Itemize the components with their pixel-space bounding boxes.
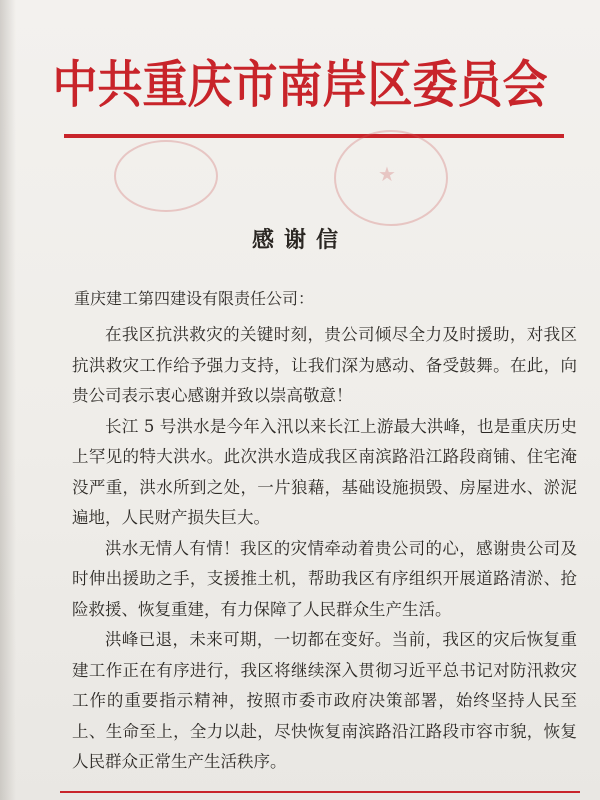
paragraph: 在我区抗洪救灾的关键时刻，贵公司倾尽全力及时援助，对我区抗洪救灾工作给予强力支持，让我们深为感动、备受鼓舞。在此，向贵公司表示衷心感谢并致以崇高敬意！ [72, 325, 577, 405]
faint-seal-icon [114, 140, 218, 212]
paragraph: 长江 5 号洪水是今年入汛以来长江上游最大洪峰，也是重庆历史上罕见的特大洪水。此次洪水造成我区南滨路沿江路段商铺、住宅淹没严重，洪水所到之处，一片狼藉，基础设施损毁、房屋进水、淤泥遍地，人民财产损失巨大。 [72, 416, 577, 527]
salutation: 重庆建工第四建设有限责任公司： [74, 289, 315, 308]
document-title: 感谢信 [251, 227, 348, 253]
letter-body [72, 320, 577, 778]
faint-seal-icon [334, 130, 448, 226]
seal-star-icon: ★ [378, 162, 396, 186]
letterhead-org-name: 中共重庆市南岸区委员会 [52, 54, 548, 115]
paragraph: 洪峰已退，未来可期，一切都在变好。当前，我区的灾后恢复重建工作正在有序进行，我区将继续深入贯彻习近平总书记对防汛救灾工作的重要指示精神，按照市委市政府决策部署，始终坚持人民至上、生命至上，全力以赴，尽快恢复南滨路沿江路段市容市貌，恢复人民群众正常生产生活秩序。 [72, 630, 577, 771]
letterhead-red-rule [64, 134, 564, 138]
page-edge-shadow [0, 0, 16, 800]
bottom-red-rule [60, 791, 580, 793]
paragraph: 洪水无情人有情！我区的灾情牵动着贵公司的心，感谢贵公司及时伸出援助之手，支援推土机，帮助我区有序组织开展道路清淤、抢险救援、恢复重建，有力保障了人民群众生产生活。 [72, 538, 577, 619]
